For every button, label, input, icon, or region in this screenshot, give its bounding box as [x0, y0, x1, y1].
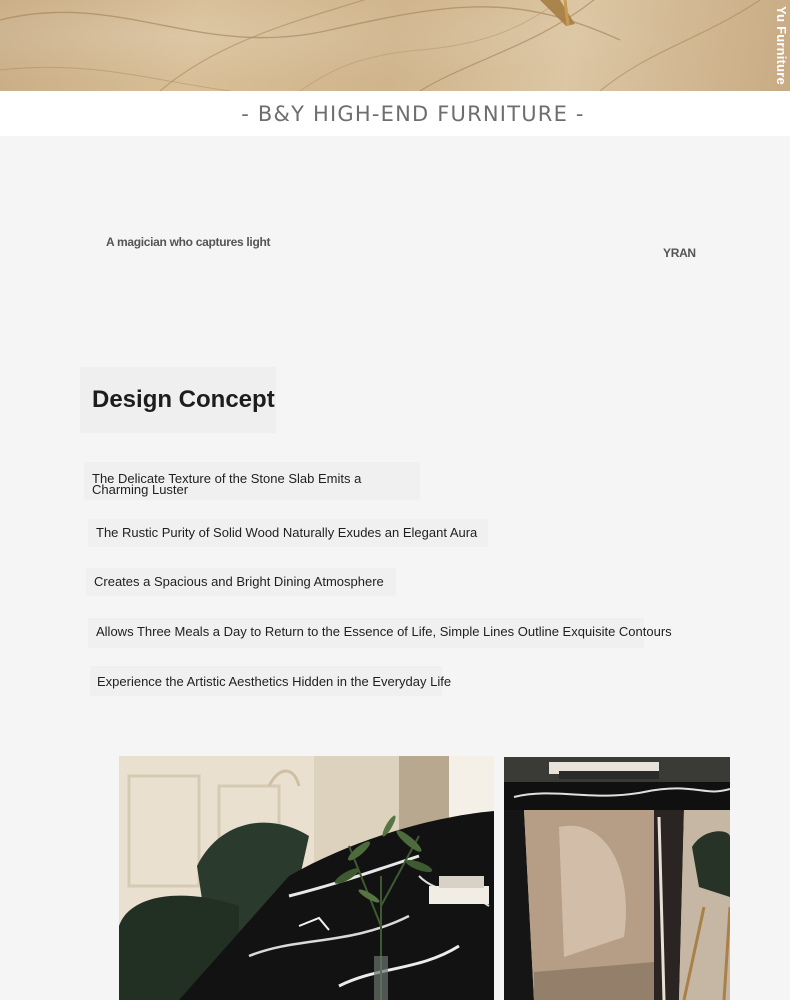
tagline: A magician who captures light [106, 235, 271, 249]
feature-item: The Rustic Purity of Solid Wood Naturally Exudes an Elegant Aura [96, 525, 478, 540]
table-leg-illustration [504, 757, 730, 1000]
section-title: Design Concept [92, 386, 275, 413]
signature-text: YRAN [663, 246, 696, 260]
hero-side-text: Yu Furniture [774, 6, 789, 85]
feature-item: Creates a Spacious and Bright Dining Atmosphere [94, 574, 384, 589]
brand-strip [0, 91, 790, 136]
feature-item: The Delicate Texture of the Stone Slab Emits a Charming Luster [92, 471, 362, 497]
dining-table-photo [119, 756, 494, 1000]
hero-banner-image [0, 0, 790, 91]
feature-item: Allows Three Meals a Day to Return to the Essence of Life, Simple Lines Outline Exquisite Contours [96, 624, 672, 639]
dining-scene-illustration [119, 756, 494, 1000]
table-detail-photo [504, 757, 730, 1000]
feature-item: Experience the Artistic Aesthetics Hidden in the Everyday Life [97, 674, 452, 689]
wood-floor-pattern [0, 0, 790, 91]
brand-title: - B&Y HIGH-END FURNITURE - [241, 101, 585, 126]
